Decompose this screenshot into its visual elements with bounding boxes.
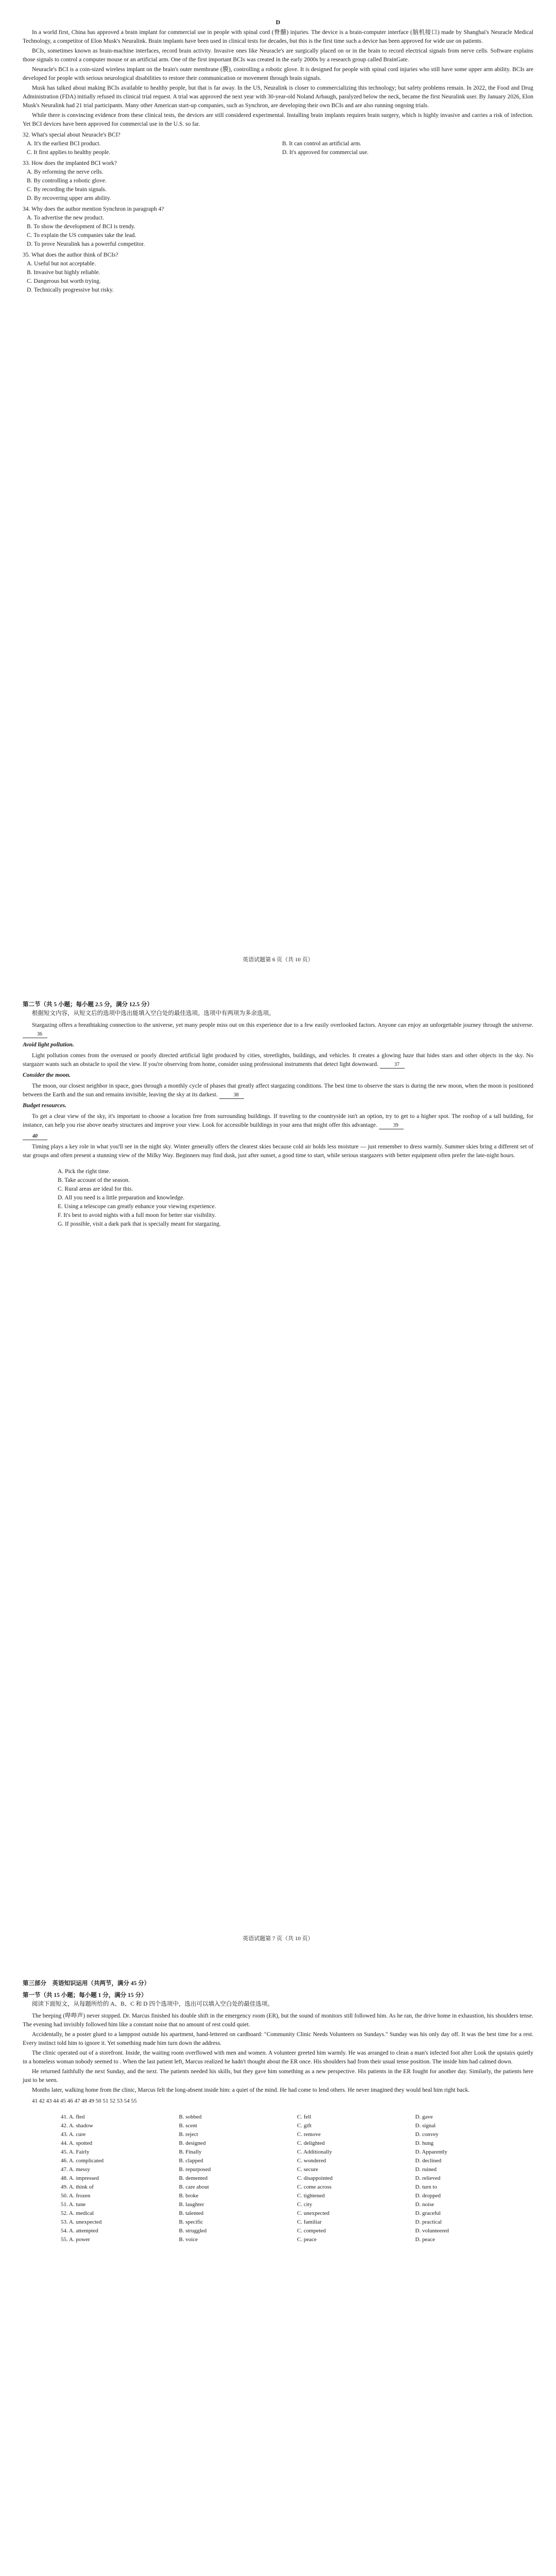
choice-row xyxy=(23,2209,533,2218)
choice-b: B. scent xyxy=(179,2123,197,2129)
choice-c: C. tightened xyxy=(297,2193,325,2199)
choice-a: 43. A. cure xyxy=(61,2131,86,2138)
choice-row xyxy=(23,2227,533,2235)
blank-36: 36 xyxy=(23,1031,47,1038)
part-title: 第三部分 英语知识运用（共两节，满分 45 分） xyxy=(23,1980,150,1987)
section-title: 第一节（共 15 小题；每小题 1 分，满分 15 分） xyxy=(23,1992,147,1998)
option-d: D. All you need is a little preparation and knowledge. xyxy=(58,1195,185,1201)
choice-d: D. volunteered xyxy=(415,2228,449,2234)
question-stem: 32. What's special about Neuracle's BCI? xyxy=(23,132,120,138)
choice-c: C. city xyxy=(297,2201,312,2208)
paragraph xyxy=(23,1112,533,1130)
choice-row xyxy=(23,2113,533,2122)
option-e: E. Using a telescope can greatly enhance your viewing experience. xyxy=(58,1204,216,1210)
choice-row xyxy=(23,2122,533,2130)
choice-a: 42. A. shadow xyxy=(61,2123,93,2129)
paragraph xyxy=(23,1052,533,1069)
paragraph: Musk has talked about making BCIs available to healthy people, but that is far away. In the US, Neuralink is closer to commercializing this technology; but safety problems remain. In 2022, the Food and Drug Administration (FDA) initially refused its clinical trial request. A trial was approved the next year with 30-year-old Noland Arbaugh, paralyzed below the neck, became the first Neuralink user. By January 2026, Elon Musk's Neuralink had 21 trial participants. Many other American start-up companies, such as Synchron, are developing their own BCIs and are also running ongoing trials. xyxy=(23,85,533,109)
blank-37: 37 xyxy=(380,1062,405,1069)
paragraph: Months later, walking home from the clinic, Marcus felt the long-absent inside him: a quiet of the mind. He had come to lend others. He never imagined they would heal him right back. xyxy=(32,2087,470,2093)
option-a: A. By reforming the nerve cells. xyxy=(27,169,103,175)
paragraph: The beeping (哔哔声) never stopped. Dr. Marcus finished his double shift in the emergency room (ER), but the sound of monitors still followed him. As he ran, the drive home in exhaustion, his shoulders tense. The evening had invisibly followed him like a constant noise that no amount of rest could quiet. xyxy=(23,2013,533,2028)
question-stem: 35. What does the author think of BCIs? xyxy=(23,252,118,258)
choice-row xyxy=(23,2192,533,2200)
blank-46: 46 xyxy=(67,2098,73,2104)
section-title: 第二节（共 5 小题；每小题 2.5 分，满分 12.5 分） xyxy=(23,1002,153,1008)
blank-47: 47 xyxy=(74,2098,80,2104)
option-g: G. If possible, visit a dark park that is specially meant for stargazing. xyxy=(58,1221,221,1227)
paragraph: Neuracle's BCI is a coin-sized wireless implant on the brain's outer membrane (膜), controlling a robotic glove. It is designed for people with spinal cord injuries who still have some upper arm ability. BCIs are developed for people with serious neurological disabilities to restore their communication or movement through brain signals. xyxy=(23,66,533,81)
page-footer: 英语试题第 6 页（共 10 页） xyxy=(242,957,314,963)
section-instruction: 阅读下面短文，从每题所给的 A、B、C 和 D 四个选项中，选出可以填入空白处的最佳选项。 xyxy=(32,2001,273,2007)
choice-b: B. care about xyxy=(179,2184,209,2190)
blank-54: 54 xyxy=(124,2098,130,2104)
page-footer: 英语试题第 7 页（共 10 页） xyxy=(242,1936,314,1942)
option-b: B. To show the development of BCI is trendy. xyxy=(27,224,135,230)
choice-a: 53. A. unexpected xyxy=(61,2219,102,2225)
paragraph-text: Stargazing offers a breathtaking connection to the universe, yet many people miss out on this experience due to a few easily overlooked factors. Anyone can enjoy an unforgettable journey through the universe. xyxy=(32,1022,533,1028)
options-list xyxy=(23,1167,533,1229)
choice-c: C. peace xyxy=(297,2236,317,2243)
choice-c: C. remove xyxy=(297,2131,321,2138)
choice-d: D. signal xyxy=(415,2123,436,2129)
choice-c: C. secure xyxy=(297,2166,318,2173)
choice-c: C. wondered xyxy=(297,2158,326,2164)
page-1 xyxy=(0,0,556,979)
choice-a: 50. A. frozen xyxy=(61,2193,91,2199)
blank-41: 41 xyxy=(32,2098,38,2104)
blank-48: 48 xyxy=(81,2098,88,2104)
choice-d: D. peace xyxy=(415,2236,435,2243)
choice-d: D. noise xyxy=(415,2201,435,2208)
option-b: B. Take account of the season. xyxy=(58,1177,130,1183)
paragraph: The clinic operated out of a storefront. Inside, the waiting room overflowed with men and women. A volunteer greeted him warmly. He was arranged to clean a man's infected foot after Look the upstairs quietly in a homeless woman nobody seemed to . When the last patient left, Marcus realized he hadn't thought about the ER once. His shoulders had from their usual tense position. The inside him had calmed down. xyxy=(23,2050,533,2065)
choice-row xyxy=(23,2235,533,2244)
passage-d xyxy=(23,28,533,129)
question-35 xyxy=(23,251,533,295)
choice-b: B. broke xyxy=(179,2193,199,2199)
choice-c: C. fell xyxy=(297,2114,311,2120)
choice-b: B. demented xyxy=(179,2175,208,2181)
option-d: D. By recovering upper arm ability. xyxy=(27,195,111,201)
option-b: B. By controlling a robotic glove. xyxy=(27,178,107,184)
paragraph: He returned faithfully the next Sunday, and the next. The patients needed his skills, but they gave him something as a new perspective. His patients in the ER fought for another day. Similarly, the patients here just to be seen. xyxy=(23,2069,533,2083)
paragraph-text: The moon, our closest neighbor in space, goes through a monthly cycle of phases that greatly affect stargazing conditions. The best time to observe the stars is during the new moon, when the moon is positioned between the Earth and the sun and remains invisible, leaving the sky at its darkest. xyxy=(23,1083,533,1098)
choice-b: B. reject xyxy=(179,2131,198,2138)
option-c: C. Dangerous but worth trying. xyxy=(27,278,101,284)
choice-d: D. turn to xyxy=(415,2184,437,2190)
subheading: Avoid light pollution. xyxy=(23,1042,74,1048)
choice-c: C. familiar xyxy=(297,2219,322,2225)
blank-40: 40 xyxy=(23,1133,47,1140)
option-c: C. Rural areas are ideal for this. xyxy=(58,1186,133,1192)
question-34 xyxy=(23,205,533,249)
choice-b: B. laughter xyxy=(179,2201,204,2208)
blank-numbers xyxy=(32,2097,533,2106)
paragraph xyxy=(23,1082,533,1099)
choice-d: D. Apparently xyxy=(415,2149,447,2155)
choice-a: 46. A. complicated xyxy=(61,2158,104,2164)
option-a: A. Useful but not acceptable. xyxy=(27,261,96,267)
question-stem: 33. How does the implanted BCI work? xyxy=(23,160,117,166)
choice-a: 52. A. medical xyxy=(61,2210,94,2216)
option-d: D. It's approved for commercial use. xyxy=(282,149,369,156)
choice-d: D. convey xyxy=(415,2131,439,2138)
blank-38: 38 xyxy=(219,1092,244,1099)
choice-b: B. specific xyxy=(179,2219,203,2225)
choice-d: D. dropped xyxy=(415,2193,441,2199)
choice-a: 47. A. messy xyxy=(61,2166,90,2173)
choice-d: D. ruined xyxy=(415,2166,437,2173)
choice-c: C. delighted xyxy=(297,2140,325,2146)
choice-a: 44. A. spotted xyxy=(61,2140,93,2146)
choice-c: C. unexpected xyxy=(297,2210,329,2216)
choice-row xyxy=(23,2183,533,2192)
option-c: C. It first applies to healthy people. xyxy=(27,149,111,156)
subheading xyxy=(23,1132,533,1141)
choice-c: C. come across xyxy=(297,2184,332,2190)
paragraph: Accidentally, he a poster glued to a lamppost outside his apartment, hand-lettered on cardboard: "Community Clinic Needs Volunteers on Sundays." Sunday was his only day off. It was the best time for a rest. Every instinct told him to ignore it. Yet something made him turn down the address. xyxy=(23,2031,533,2046)
choice-row xyxy=(23,2148,533,2157)
choice-row xyxy=(23,2165,533,2174)
option-b: B. It can control an artificial arm. xyxy=(282,141,361,147)
choice-row xyxy=(23,2218,533,2227)
choice-b: B. repurposed xyxy=(179,2166,211,2173)
question-33 xyxy=(23,159,533,203)
choice-c: C. competed xyxy=(297,2228,326,2234)
choice-a: 45. A. Fairly xyxy=(61,2149,90,2155)
question-stem: 34. Why does the author mention Synchron in paragraph 4? xyxy=(23,206,164,212)
blank-55: 55 xyxy=(131,2098,137,2104)
choice-b: B. sobbed xyxy=(179,2114,202,2120)
choice-c: C. gift xyxy=(297,2123,312,2129)
paragraph-text: To get a clear view of the sky, it's important to choose a location free from surrounding buildings. If traveling to the countryside isn't an option, try to get to a higher spot. The rooftop of a tall building, for instance, can help you rise above nearby structures and improve your view. Look for accessible buildings in your area that might offer this advantage. xyxy=(23,1113,533,1128)
passage-letter: D xyxy=(275,19,281,26)
blank-44: 44 xyxy=(53,2098,59,2104)
choice-d: D. graceful xyxy=(415,2210,441,2216)
choice-a: 49. A. think of xyxy=(61,2184,94,2190)
choice-b: B. struggled xyxy=(179,2228,207,2234)
blank-45: 45 xyxy=(60,2098,66,2104)
choice-a: 55. A. power xyxy=(61,2236,90,2243)
choice-row xyxy=(23,2130,533,2139)
choice-a: 41. A. fled xyxy=(61,2114,85,2120)
option-f: F. It's best to avoid nights with a full moon for better star visibility. xyxy=(58,1212,216,1218)
choice-b: B. Finally xyxy=(179,2149,202,2155)
subheading: Budget resources. xyxy=(23,1103,66,1109)
paragraph-text: Light pollution comes from the overused or poorly directed artificial light produced by cities, streetlights, buildings, and vehicles. It creates a glowing haze that hides stars and other objects in the sky. No stargazer wants such an obstacle to spoil the view. If you're observing from home, consider using professional instruments that detect light downward. xyxy=(23,1053,533,1067)
option-a: A. Pick the right time. xyxy=(58,1168,111,1175)
choice-d: D. hung xyxy=(415,2140,433,2146)
option-a: A. To advertise the new product. xyxy=(27,215,105,221)
option-b: B. Invasive but highly reliable. xyxy=(27,269,100,276)
blank-39: 39 xyxy=(379,1123,404,1129)
option-d: D. Technically progressive but risky. xyxy=(27,287,114,293)
choice-b: B. talented xyxy=(179,2210,204,2216)
page-2 xyxy=(0,979,556,1958)
choice-b: B. designed xyxy=(179,2140,206,2146)
section-instruction: 根据短文内容，从短文后的选项中选出能填入空白处的最佳选项。选项中有两项为多余选项。 xyxy=(32,1010,275,1016)
blank-42: 42 xyxy=(39,2098,45,2104)
option-c: C. By recording the brain signals. xyxy=(27,187,107,193)
choice-c: C. disappointed xyxy=(297,2175,333,2181)
choice-row xyxy=(23,2157,533,2165)
choice-b: B. clapped xyxy=(179,2158,203,2164)
choice-d: D. practical xyxy=(415,2219,442,2225)
choice-d: D. gave xyxy=(415,2114,433,2120)
page-3 xyxy=(0,1958,556,2576)
blank-43: 43 xyxy=(46,2098,52,2104)
choice-a: 54. A. attempted xyxy=(61,2228,98,2234)
paragraph: Timing plays a key role in what you'll see in the night sky. Winter generally offers the clearest skies because cold air holds less moisture — just remember to dress warmly. Summer skies bring a different set of star groups and often present a stunning view of the Milky Way. Beginners may find dusk, just after sunset, a good time to start, while serious stargazers with better equipment often prefer the late-night hours. xyxy=(23,1144,533,1159)
choice-a: 48. A. impressed xyxy=(61,2175,99,2181)
blank-50: 50 xyxy=(95,2098,101,2104)
option-a: A. It's the earliest BCI product. xyxy=(27,141,101,147)
paragraph: While there is convincing evidence from these clinical tests, the devices are still considered experimental. Installing brain implants requires brain surgery, which is highly invasive and carries a risk of infection. Yet BCI devices have been approved for commercial use in the U.S. so far. xyxy=(23,112,533,127)
choice-a: 51. A. tune xyxy=(61,2201,86,2208)
question-32 xyxy=(23,131,533,157)
blank-52: 52 xyxy=(110,2098,116,2104)
choice-d: D. declined xyxy=(415,2158,442,2164)
choice-b: B. voice xyxy=(179,2236,198,2243)
paragraph: BCIs, sometimes known as brain-machine interfaces, record brain activity. Invasive ones like Neuracle's are surgically placed on or in the brain to record electrical signals from nerve cells. Software explains those signals to control a computer mouse or an artificial arm. One of the first important BCIs was created in the early 2000s by a research group called BrainGate. xyxy=(23,48,533,63)
choice-row xyxy=(23,2174,533,2183)
blank-53: 53 xyxy=(117,2098,123,2104)
subheading: Consider the moon. xyxy=(23,1072,71,1078)
paragraph: In a world first, China has approved a brain implant for commercial use in people with spinal cord (脊髓) injuries. The device is a brain-computer interface (脑机接口) made by Shanghai's Neuracle Medical Technology, a competitor of Elon Musk's Neuralink. Brain implants have been used in clinical tests for decades, but this is the first time such a device has been approved for wide use on patients. xyxy=(23,29,533,44)
paragraph xyxy=(23,1021,533,1039)
blank-49: 49 xyxy=(89,2098,94,2104)
choice-row xyxy=(23,2139,533,2148)
choice-row xyxy=(23,2200,533,2209)
choices-table xyxy=(23,2113,533,2244)
option-c: C. To explain the US companies take the lead. xyxy=(27,232,136,239)
choice-d: D. relieved xyxy=(415,2175,441,2181)
choice-c: C. Additionally xyxy=(297,2149,332,2155)
blank-51: 51 xyxy=(102,2098,109,2104)
option-d: D. To prove Neuralink has a powerful competitor. xyxy=(27,241,145,247)
